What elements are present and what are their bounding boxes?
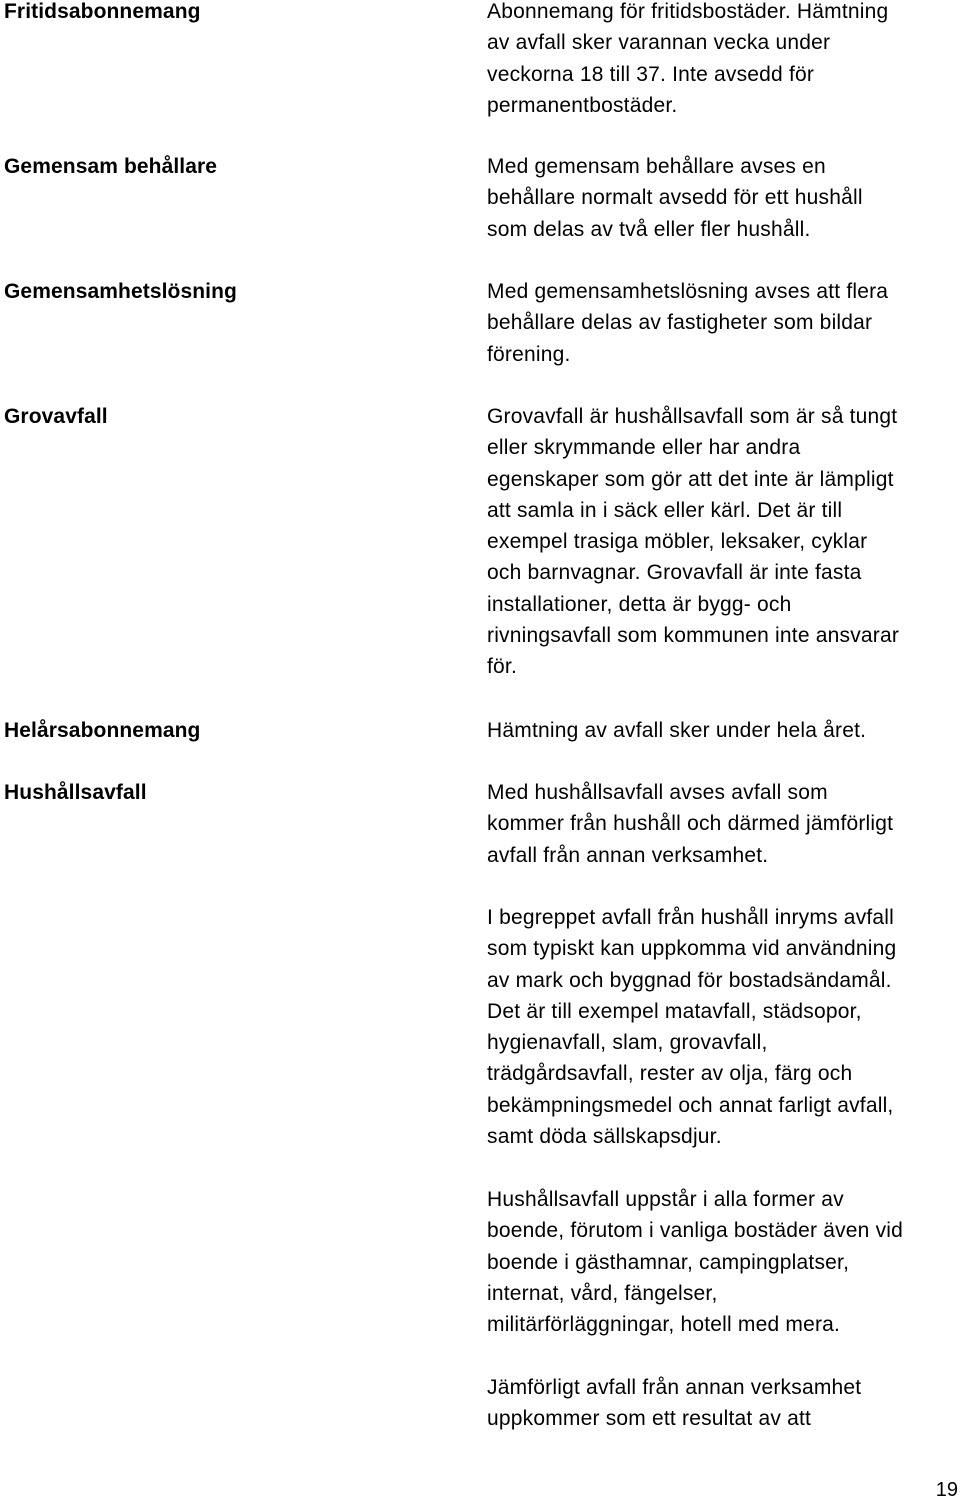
text-line: Jämförligt avfall från annan verksamhet <box>487 1376 862 1399</box>
text-line: Grovavfall är hushållsavfall som är så tungt <box>487 405 898 428</box>
text-line: I begreppet avfall från hushåll inryms avfall <box>487 906 895 929</box>
definition-hushallsavfall-origin <box>487 1184 952 1340</box>
text-line: som typiskt kan uppkomma vid användning <box>487 937 897 961</box>
text-line: och barnvagnar. Grovavfall är inte fasta <box>487 561 862 585</box>
text-line: Med hushållsavfall avses avfall som <box>487 781 828 804</box>
definition-hushallsavfall-scope <box>487 902 952 1152</box>
definition-fritidsabonnemang <box>487 0 952 121</box>
text-line: Hämtning av avfall sker under hela året. <box>487 719 867 742</box>
text-line: behållare normalt avsedd för ett hushåll <box>487 186 863 210</box>
text-line: trädgårdsavfall, rester av olja, färg och <box>487 1062 853 1086</box>
definition-gemensam-behallare <box>487 151 952 245</box>
text-line: att samla in i säck eller kärl. Det är till <box>487 498 843 522</box>
text-line: hygienavfall, slam, grovavfall, <box>487 1031 768 1055</box>
text-line: egenskaper som gör att det inte är lämpligt <box>487 467 894 491</box>
page-number: 19 <box>935 1479 958 1501</box>
text-line: kommer från hushåll och därmed jämförligt <box>487 812 894 836</box>
term-fritidsabonnemang: Fritidsabonnemang <box>4 0 201 23</box>
text-line: eller skrymmande eller har andra <box>487 436 801 460</box>
text-line: för. <box>487 655 517 679</box>
definition-hushallsavfall <box>487 777 952 871</box>
text-line: militärförläggningar, hotell med mera. <box>487 1313 841 1337</box>
text-line: Med gemensamhetslösning avses att flera <box>487 280 889 303</box>
text-line: av avfall sker varannan vecka under <box>487 31 831 55</box>
text-line: rivningsavfall som kommunen inte ansvarar <box>487 624 900 648</box>
text-line: Det är till exempel matavfall, städsopor, <box>487 999 862 1023</box>
term-gemensam-behallare: Gemensam behållare <box>4 155 218 178</box>
text-line: av mark och byggnad för bostadsändamål. <box>487 968 892 992</box>
text-line: som delas av två eller fler hushåll. <box>487 217 811 241</box>
definition-helarsabonnemang <box>487 715 952 746</box>
text-line: boende i gästhamnar, campingplatser, <box>487 1250 850 1274</box>
text-line: avfall från annan verksamhet. <box>487 843 769 867</box>
term-gemensamhetslosning: Gemensamhetslösning <box>4 280 237 303</box>
text-line: Hushållsavfall uppstår i alla former av <box>487 1188 844 1211</box>
text-line: samt döda sällskapsdjur. <box>487 1125 722 1149</box>
text-line: internat, vård, fängelser, <box>487 1281 718 1305</box>
text-line: boende, förutom i vanliga bostäder även vid <box>487 1219 904 1243</box>
text-line: exempel trasiga möbler, leksaker, cyklar <box>487 530 868 554</box>
definition-gemensamhetslosning <box>487 276 952 370</box>
text-line: veckorna 18 till 37. Inte avsedd för <box>487 62 815 86</box>
term-hushallsavfall: Hushållsavfall <box>4 781 147 804</box>
text-line: uppkommer som ett resultat av att <box>487 1407 812 1431</box>
definition-hushallsavfall-comparable <box>487 1372 952 1435</box>
text-line: permanentbostäder. <box>487 93 678 117</box>
term-grovavfall: Grovavfall <box>4 405 108 428</box>
text-line: Med gemensam behållare avses en <box>487 155 826 178</box>
text-line: bekämpningsmedel och annat farligt avfall, <box>487 1093 894 1117</box>
definition-grovavfall <box>487 401 952 683</box>
term-helarsabonnemang: Helårsabonnemang <box>4 719 201 742</box>
text-line: Abonnemang för fritidsbostäder. Hämtning <box>487 0 889 23</box>
text-line: behållare delas av fastigheter som bildar <box>487 311 873 335</box>
text-line: installationer, detta är bygg- och <box>487 592 792 616</box>
text-line: förening. <box>487 342 571 366</box>
